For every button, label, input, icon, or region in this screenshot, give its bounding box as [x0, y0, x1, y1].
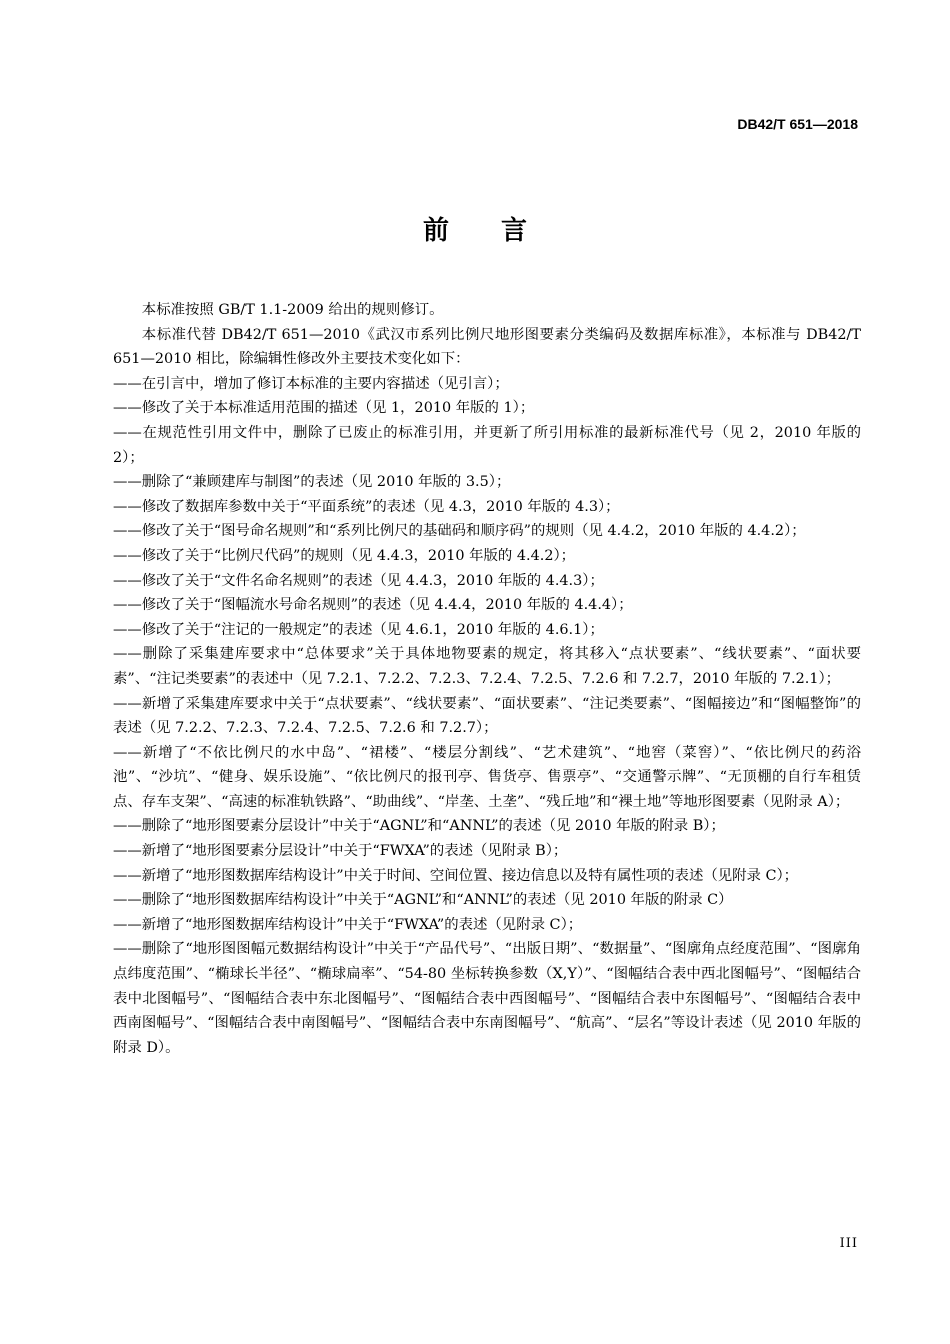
change-item: ——删除了“地形图要素分层设计”中关于“AGNL”和“ANNL”的表述（见 2010 年版的附录 B）；: [113, 818, 725, 835]
change-item: ——修改了关于“比例尺代码”的规则（见 4.4.3，2010 年版的 4.4.2）；: [113, 547, 576, 564]
change-item: ——新增了“地形图要素分层设计”中关于“FWXA”的表述（见附录 B）；: [113, 843, 568, 860]
page-title: 前言: [422, 216, 579, 246]
change-item: ——新增了“不依比例尺的水中岛”、“裙楼”、“楼层分割线”、“艺术建筑”、“地窖（菜窖）”、“依比例尺的药浴池”、“沙坑”、“健身、娱乐设施”、“依比例尺的报刊亭、售货亭、售票亭”、“交通警示牌”、“无顶棚的自行车租赁点、存车支架”、“高速的标准轨铁路”、“助曲线”、“岸垄、土垄”、“残丘地”和“裸土地”等地形图要素（见附录 A）；: [113, 744, 861, 810]
change-item: ——删除了采集建库要求中“总体要求”关于具体地物要素的规定，将其移入“点状要素”、“线状要素”、“面状要素”、“注记类要素”的表述中（见 7.2.1、7.2.2、7.2.3、7.2.4、7.2.5、7.2.6 和 7.2.7，2010 年版的 7.2.1）；: [113, 646, 861, 687]
change-item: ——修改了关于本标准适用范围的描述（见 1，2010 年版的 1）；: [113, 400, 535, 417]
change-item: ——新增了采集建库要求中关于“点状要素”、“线状要素”、“面状要素”、“注记类要素”、“图幅接边”和“图幅整饰”的表述（见 7.2.2、7.2.3、7.2.4、7.2.5、7.2.6 和 7.2.7）；: [113, 695, 861, 737]
change-item: ——新增了“地形图数据库结构设计”中关于时间、空间位置、接边信息以及特有属性项的表述（见附录 C）；: [113, 867, 799, 884]
change-item: ——在规范性引用文件中，删除了已废止的标准引用，并更新了所引用标准的最新标准代号（见 2，2010 年版的 2）；: [113, 424, 861, 466]
change-item: ——修改了关于“图幅流水号命名规则”的表述（见 4.4.4，2010 年版的 4.4.4）；: [113, 597, 633, 614]
preface-body: [113, 298, 861, 1060]
change-item: ——删除了“地形图图幅元数据结构设计”中关于“产品代号”、“出版日期”、“数据量”、“图廓角点经度范围”、“图廓角点纬度范围”、“椭球长半径”、“椭球扁率”、“54-80 坐标转换参数（X,Y）”、“图幅结合表中西北图幅号”、“图幅结合表中北图幅号”、“图幅结合表中东北图幅号”、“图幅结合表中西图幅号”、“图幅结合表中东图幅号”、“图幅结合表中西南图幅号”、“图幅结合表中南图幅号”、“图幅结合表中东南图幅号”、“航高”、“层名”等设计表述（见 2010 年版的附录 D）。: [113, 941, 861, 1056]
change-item: ——修改了数据库参数中关于“平面系统”的表述（见 4.3，2010 年版的 4.3）；: [113, 498, 620, 515]
document-code: DB42/T 651—2018: [737, 116, 858, 132]
change-item: ——修改了关于“文件名命名规则”的表述（见 4.4.3，2010 年版的 4.4.3）；: [113, 572, 604, 589]
change-item: ——删除了“地形图数据库结构设计”中关于“AGNL”和“ANNL”的表述（见 2010 年版的附录 C）: [113, 892, 733, 909]
change-item: ——新增了“地形图数据库结构设计”中关于“FWXA”的表述（见附录 C）；: [113, 916, 583, 933]
paragraph-replacement-note: 本标准代替 DB42/T 651—2010《武汉市系列比例尺地形图要素分类编码及数据库标准》，本标准与 DB42/T 651—2010 相比，除编辑性修改外主要技术变化如下：: [113, 326, 861, 368]
page-number: III: [839, 1236, 858, 1251]
change-item: ——删除了“兼顾建库与制图”的表述（见 2010 年版的 3.5）；: [113, 474, 511, 491]
paragraph-revision-basis: 本标准按照 GB/T 1.1-2009 给出的规则修订。: [141, 302, 444, 318]
change-item: ——修改了关于“图号命名规则”和“系列比例尺的基础码和顺序码”的规则（见 4.4.2，2010 年版的 4.4.2）；: [113, 523, 806, 540]
change-item: ——修改了关于“注记的一般规定”的表述（见 4.6.1，2010 年版的 4.6.1）；: [113, 621, 604, 638]
change-item: ——在引言中，增加了修订本标准的主要内容描述（见引言）；: [113, 375, 509, 392]
